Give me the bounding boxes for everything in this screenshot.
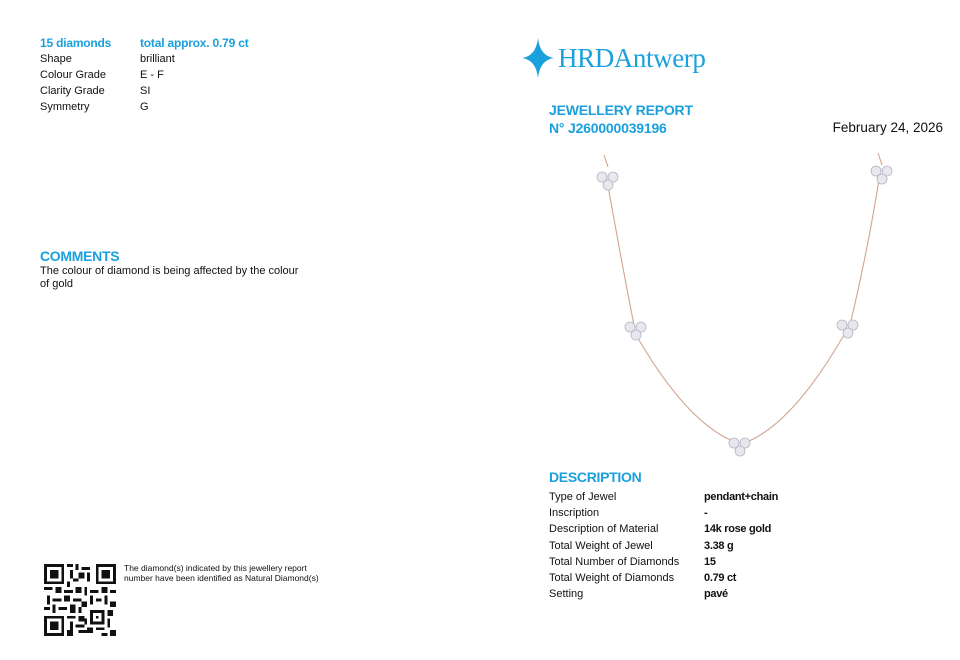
summary-value: brilliant — [140, 53, 175, 65]
desc-label: Total Weight of Diamonds — [549, 572, 675, 585]
description-section — [549, 469, 778, 602]
desc-value: pendant+chain — [704, 491, 779, 503]
desc-row-inscription — [549, 505, 778, 521]
summary-value: G — [140, 101, 149, 113]
summary-label: Shape — [40, 53, 72, 65]
logo-text: HRDAntwerp — [558, 42, 706, 73]
desc-value: 0.79 ct — [704, 572, 737, 585]
hrd-antwerp-logo — [522, 38, 705, 78]
report-date: February 24, 2026 — [832, 120, 943, 135]
desc-label: Total Number of Diamonds — [549, 555, 680, 568]
desc-row-weight-jewel — [549, 538, 778, 554]
summary-row-colour — [40, 67, 249, 83]
summary-row-clarity — [40, 83, 249, 99]
summary-row-shape — [40, 51, 249, 67]
desc-label: Description of Material — [549, 523, 659, 536]
desc-row-type — [549, 489, 778, 505]
desc-value: - — [704, 507, 708, 520]
qr-code[interactable] — [44, 564, 116, 636]
summary-value: E - F — [140, 69, 164, 81]
diamond-clusters — [597, 166, 892, 456]
summary-label: Symmetry — [40, 101, 90, 113]
summary-row-symmetry — [40, 99, 249, 115]
natural-diamond-note: The diamond(s) indicated by this jewellery report number have been identified as Natural Diamond(s) — [124, 563, 319, 583]
comments-section — [40, 248, 300, 291]
necklace-photo — [560, 145, 940, 465]
desc-row-number-diamonds — [549, 554, 778, 570]
desc-label: Setting — [549, 588, 584, 601]
total-carat: total approx. 0.79 ct — [140, 36, 249, 50]
summary-value: SI — [140, 85, 151, 97]
summary-label: Colour Grade — [40, 69, 107, 81]
desc-value: 3.38 g — [704, 539, 734, 552]
summary-label: Clarity Grade — [40, 85, 105, 97]
diamond-count: 15 diamonds — [40, 36, 112, 50]
desc-row-setting — [549, 586, 778, 602]
desc-row-weight-diamonds — [549, 570, 778, 586]
desc-label: Type of Jewel — [549, 491, 617, 503]
summary-header — [40, 35, 249, 51]
comments-title: COMMENTS — [40, 248, 120, 264]
report-header — [549, 101, 693, 137]
comments-text: The colour of diamond is being affected by the colour of gold — [40, 265, 299, 290]
desc-value: 15 — [704, 555, 716, 568]
report-number: N° J260000039196 — [549, 120, 667, 136]
desc-row-material — [549, 521, 778, 537]
desc-value: pavé — [704, 588, 728, 601]
description-title: DESCRIPTION — [549, 469, 642, 485]
diamond-summary — [40, 35, 249, 115]
desc-label: Inscription — [549, 507, 600, 520]
report-title: JEWELLERY REPORT — [549, 102, 693, 118]
desc-label: Total Weight of Jewel — [549, 539, 653, 552]
desc-value: 14k rose gold — [704, 523, 772, 536]
four-point-star-icon — [522, 38, 554, 78]
